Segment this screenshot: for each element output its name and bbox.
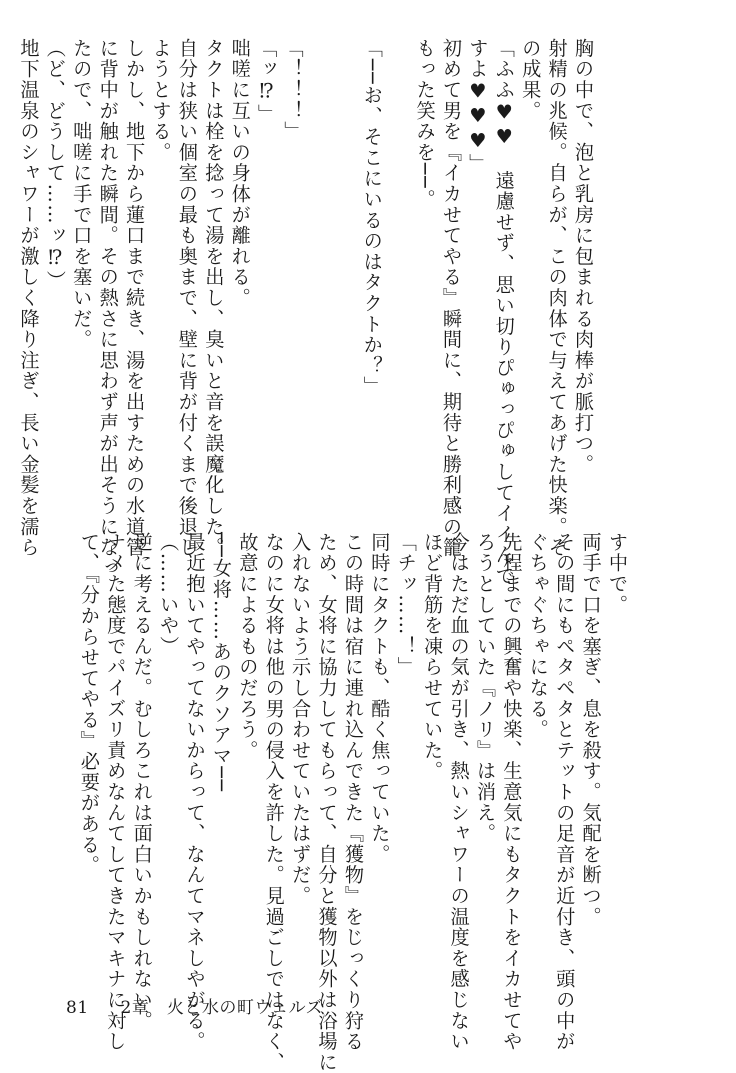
text-line: この時間は宿に連れ込んできた『獲物』をじっくり狩る [341,532,365,1052]
text-line: その間にもペタペタとテットの足音が近付き、頭の中が [553,532,577,1052]
text-line: に背中が触れた瞬間。その熱さに思わず声が出そうになっ [96,38,120,579]
text-line: 射精の兆候。自らが、この肉体で与えてあげた快楽。そ [545,38,569,558]
text-line: ほど背筋を凍らせていた。 [421,532,445,782]
text-line [332,38,358,508]
text-line: ろうとしていた『ノリ』は消え。 [473,532,497,844]
text-line: ため、女将に協力してもらって、自分と獲物以外は浴場に [315,532,339,1073]
text-line: ──女将……あのクソアマ── [209,532,233,793]
text-line: （……いや） [157,532,181,657]
text-line: 初めて男を『イカせてやる』瞬間に、期待と勝利感の籠 [439,38,463,558]
text-line: 先程までの興奮や快楽、生意気にもタクトをイカせてや [500,532,524,1052]
text-line: もった笑みを──。 [413,38,437,210]
text-line: ナメた態度でパイズリ責めなんてしてきたマキナに対し [104,532,128,1052]
text-line: 逆に考えるんだ。むしろこれは面白いかもしれない。 [130,532,154,1032]
text-line: すよ♥♥♥」 [466,38,490,175]
text-line: タクトは栓を捻って湯を出し、臭いと音を誤魔化した。 [202,38,226,558]
text-line: ぐちゃぐちゃになる。 [526,532,550,740]
text-line: 「──お、そこにいるのはタクトか？」 [360,38,384,398]
page-footer [66,993,323,1018]
upper-text-block [17,38,596,587]
text-line: 自分は狭い個室の最も奥まで、壁に背が付くまで後退し [175,38,199,558]
text-line: 故意によるものだろう。 [236,532,260,761]
text-line: 入れないよう示し合わせていたはずだ。 [289,532,313,907]
text-line: 両手で口を塞ぎ、息を殺す。気配を断つ。 [579,532,603,928]
text-line: なのに女将は他の男の侵入を許した。見過ごしではなく、 [262,532,286,1073]
text-line [306,38,332,508]
text-line: 最近抱いてやってないからって、なんてマネしやがる。 [183,532,207,1052]
text-line: 「ッ⁉」 [255,38,279,125]
text-line: 咄嗟に互いの身体が離れる。 [228,38,252,309]
text-line: 今はただ血の気が引き、熱いシャワーの温度を感じない [447,532,471,1052]
text-line: す中で。 [606,532,629,616]
text-line: しかし、地下から蓮口まで続き、湯を出すための水道管 [123,38,147,558]
text-line: （ど、どうして……ッ⁉） [43,38,67,292]
text-line: の成果。 [519,38,543,122]
text-line: ようとする。 [149,38,173,163]
text-line: 「ふふ♥♥ 遠慮せず、思い切りぴゅっぴゅしてイイんで [492,38,516,587]
text-line: 同時にタクトも、酷く焦っていた。 [368,532,392,865]
text-line [385,38,411,508]
text-line: 地下温泉のシャワーが激しく降り注ぎ、長い金髪を濡ら [17,38,41,558]
chapter-title: 2章 火と水の町ウェルズ [120,998,324,1018]
text-line: たので、咄嗟に手で口を塞いだ。 [70,38,94,350]
page-number: 81 [66,998,89,1018]
text-line: 「！！！」 [281,38,305,142]
text-line: 胸の中で、泡と乳房に包まれる肉棒が脈打つ。 [572,38,595,475]
text-line: て、『分からせてやる』必要がある。 [77,532,101,876]
text-line: 「チッ……！」 [394,532,418,678]
